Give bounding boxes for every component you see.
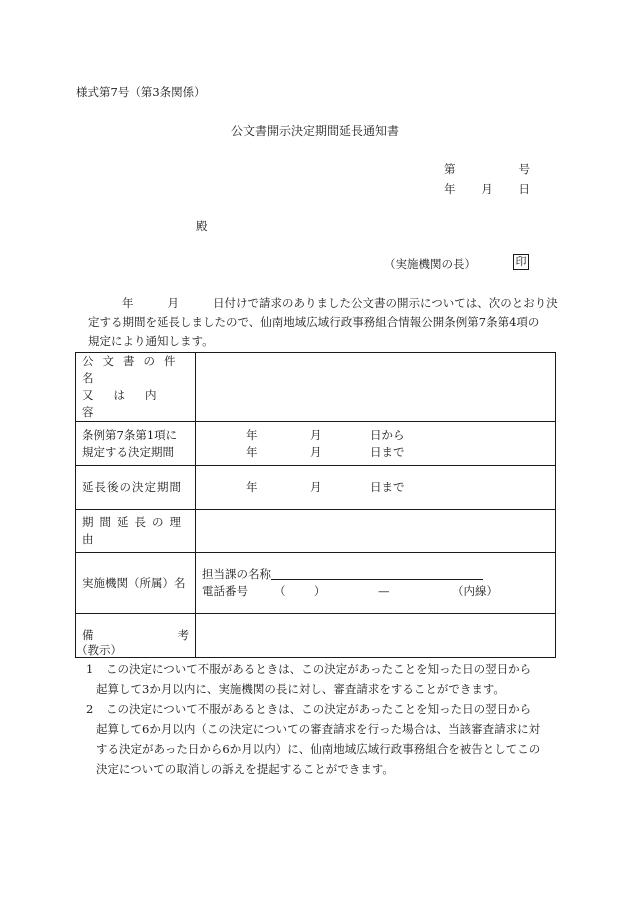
number-prefix: 第 <box>444 162 456 176</box>
extended-day: 日まで <box>370 480 405 494</box>
table-row-period <box>76 422 556 466</box>
note-1-line-1 <box>86 659 556 679</box>
extended-label-text: 延長後の決定期間 <box>82 480 182 494</box>
form-number: 様式第7号（第3条関係） <box>76 85 206 99</box>
period-from-day: 日から <box>370 427 405 442</box>
contact-close: ） <box>314 584 326 598</box>
subject-label-text-1: 公文書の件名 <box>82 354 185 385</box>
contact-section-line <box>202 566 555 583</box>
contact-section-blank[interactable] <box>271 566 483 580</box>
agency-value[interactable] <box>196 553 556 614</box>
reason-label <box>76 510 196 553</box>
table-row-remarks <box>76 614 556 658</box>
body-line-1-text: 日付けで請求のありました公文書の開示については、次のとおり決 <box>213 296 558 310</box>
note-2-line-1 <box>86 699 556 719</box>
agency-label <box>76 553 196 614</box>
date-year: 年 <box>444 182 456 196</box>
period-to-year: 年 <box>246 444 258 459</box>
notice-table <box>75 352 556 658</box>
remarks-value[interactable] <box>196 614 556 658</box>
document-title: 公文書開示決定期間延長通知書 <box>230 124 399 138</box>
notice-body <box>88 294 556 351</box>
remarks-label-1: 備 <box>82 628 94 642</box>
body-line-3: 規定により通知します。 <box>88 334 214 348</box>
table-row-reason <box>76 510 556 553</box>
addressee: 殿 <box>196 219 208 233</box>
extended-label <box>76 466 196 510</box>
period-to-month: 月 <box>310 444 322 459</box>
document-number <box>444 161 530 177</box>
contact-dash: — <box>378 584 390 598</box>
contact-section-label: 担当課の名称 <box>202 567 271 581</box>
date-month: 月 <box>481 182 493 196</box>
table-row-subject <box>76 353 556 422</box>
date-day: 日 <box>518 182 530 196</box>
agency-label-text: 実施機関（所属）名 <box>82 575 186 590</box>
body-month: 月 <box>167 296 179 310</box>
subject-label-2 <box>82 387 189 421</box>
extended-value[interactable] <box>196 466 556 510</box>
notes-heading: （教示） <box>76 643 122 657</box>
note-1-number: 1 <box>86 662 94 676</box>
body-line-2: 定する期間を延長しましたので、仙南地域広域行政事務組合情報公開条例第7条第4項の <box>88 315 540 329</box>
note-2-line-1-text: この決定について不服があるときは、この決定があったことを知った日の翌日から <box>106 702 532 716</box>
seal-mark: 印 <box>513 254 529 270</box>
period-label <box>76 422 196 466</box>
note-1 <box>86 659 556 699</box>
number-suffix: 号 <box>518 162 530 176</box>
period-to-day: 日まで <box>370 444 405 459</box>
contact-open: （ <box>274 584 286 598</box>
contact-ext: （内線） <box>452 584 498 598</box>
period-from-row <box>196 427 555 444</box>
reason-label-text: 期間延長の理由 <box>82 515 187 546</box>
subject-label <box>76 353 196 422</box>
note-2-line-2: 起算して6か月以内（この決定についての審査請求を行った場合は、当該審査請求に対 <box>96 722 541 736</box>
extended-year: 年 <box>246 480 258 494</box>
table-row-extended <box>76 466 556 510</box>
body-year: 年 <box>122 296 134 310</box>
table-row-agency <box>76 553 556 614</box>
note-2-line-3: する決定があった日から6か月以内）に、仙南地域広域行政事務組合を被告としてこの <box>96 742 541 756</box>
extended-row <box>196 479 555 496</box>
contact-phone-line <box>202 583 555 600</box>
contact-phone-label: 電話番号 <box>202 584 248 598</box>
document-date <box>444 181 530 197</box>
extended-month: 月 <box>310 480 322 494</box>
note-1-line-2: 起算して3か月以内に、実施機関の長に対し、審査請求をすることができます。 <box>96 682 505 696</box>
period-label-1: 条例第7条第1項に <box>82 427 178 442</box>
body-line-1 <box>88 294 556 313</box>
remarks-label-2: 考 <box>177 628 189 642</box>
note-2-line-4: 決定についての取消しの訴えを提起することができます。 <box>96 762 394 776</box>
note-2 <box>86 699 556 779</box>
subject-value[interactable] <box>196 353 556 422</box>
subject-label-1 <box>82 353 189 387</box>
period-from-month: 月 <box>310 427 322 442</box>
period-from-year: 年 <box>246 427 258 442</box>
period-label-2: 規定する決定期間 <box>82 444 174 459</box>
period-to-row <box>196 444 555 461</box>
period-value[interactable] <box>196 422 556 466</box>
sender: （実施機関の長） <box>384 257 476 271</box>
subject-label-text-2: 又は内容 <box>82 388 177 419</box>
note-2-number: 2 <box>86 702 94 716</box>
reason-value[interactable] <box>196 510 556 553</box>
note-1-line-1-text: この決定について不服があるときは、この決定があったことを知った日の翌日から <box>106 662 532 676</box>
